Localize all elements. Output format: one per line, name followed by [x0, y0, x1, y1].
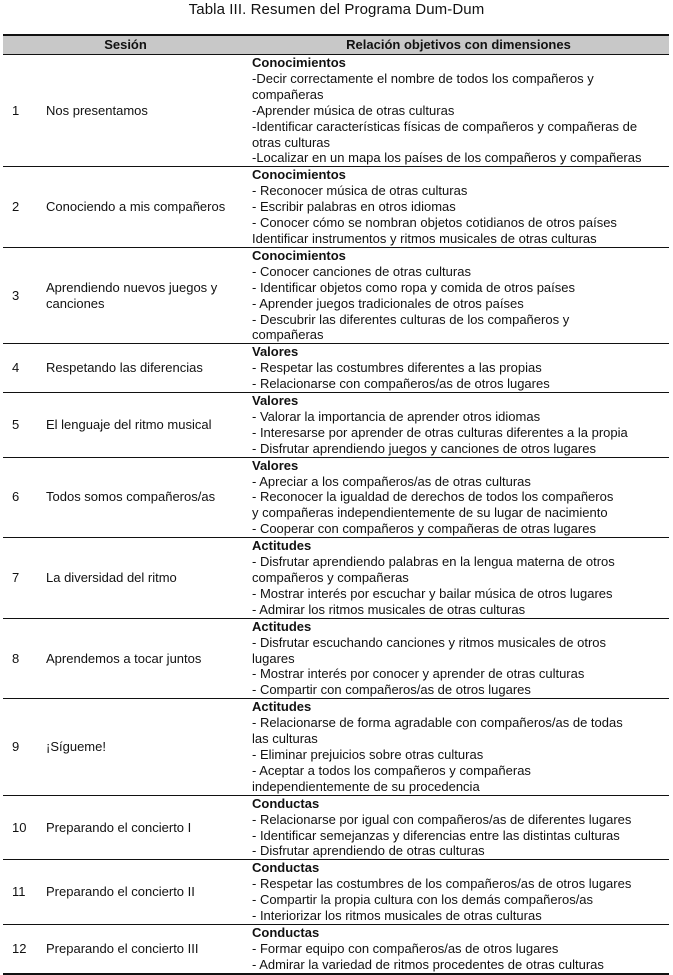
session-name: ¡Sígueme! — [42, 699, 248, 795]
dimension-label: Conocimientos — [252, 167, 346, 183]
objective-line: compañeros y compañeras — [252, 570, 409, 585]
objective-line: - Disfrutar escuchando canciones y ritmos musicales de otros — [252, 634, 607, 650]
objective-line: -Identificar características físicas de compañeros y compañeras de — [252, 118, 638, 134]
session-number: 1 — [3, 55, 42, 167]
objective-line: - Relacionarse con compañeros/as de otros lugares — [252, 376, 550, 392]
table-title: Tabla III. Resumen del Programa Dum-Dum — [188, 1, 485, 18]
objective-line: - Descubrir las diferentes culturas de los compañeros y — [252, 311, 570, 327]
objective-line: - Admirar la variedad de ritmos procedentes de otras culturas — [252, 956, 604, 972]
objective-line: -Decir correctamente el nombre de todos los compañeros y — [252, 70, 594, 86]
objective-line: lugares — [252, 650, 295, 666]
objective-line: - Compartir con compañeros/as de otros lugares — [252, 682, 531, 698]
dimension-label: Valores — [252, 457, 299, 473]
dimension-label: Conductas — [252, 795, 320, 811]
objective-line: - Aprender juegos tradicionales de otros países — [252, 295, 524, 311]
objective-line: - Apreciar a los compañeros/as de otras culturas — [252, 473, 531, 489]
objective-line: - Respetar las costumbres diferentes a las propias — [252, 360, 542, 376]
objective-line: compañeras — [252, 86, 324, 102]
objective-line: - Admirar los ritmos musicales de otras culturas — [252, 601, 526, 617]
objective-line: - Conocer cómo se nombran objetos cotidianos de otros países — [252, 215, 617, 231]
session-name: Preparando el concierto I — [42, 795, 248, 860]
session-number: 3 — [3, 247, 42, 343]
dimension-label: Actitudes — [252, 699, 312, 715]
session-number: 7 — [3, 538, 42, 619]
objectives-cell — [248, 538, 669, 619]
objective-line: - Eliminar prejuicios sobre otras culturas — [252, 746, 484, 762]
objective-line: - Respetar las costumbres de los compañeros/as de otros lugares — [252, 876, 632, 892]
table-row — [3, 924, 669, 973]
objective-line: - Compartir la propia cultura con los demás compañeros/as — [252, 892, 594, 908]
table-row — [3, 344, 669, 393]
dimension-label: Actitudes — [252, 618, 312, 634]
objective-line: - Mostrar interés por escuchar y bailar música de otros lugares — [252, 585, 613, 601]
objectives-cell — [248, 167, 669, 248]
objective-line: otras culturas — [252, 134, 331, 150]
table-body — [3, 55, 669, 974]
session-number: 11 — [3, 860, 42, 925]
session-name: Preparando el concierto III — [42, 924, 248, 973]
dimension-label: Actitudes — [252, 538, 312, 554]
session-name: Nos presentamos — [42, 55, 248, 167]
table-row — [3, 699, 669, 795]
session-name: La diversidad del ritmo — [42, 538, 248, 619]
objectives-cell — [248, 924, 669, 973]
session-name: Aprendiendo nuevos juegos y canciones — [42, 247, 248, 343]
table-row — [3, 167, 669, 248]
objective-line: independientemente de su procedencia — [252, 778, 480, 794]
objectives-cell — [248, 55, 669, 167]
objective-line: - Interiorizar los ritmos musicales de otras culturas — [252, 908, 542, 924]
session-number: 12 — [3, 924, 42, 973]
session-number: 5 — [3, 393, 42, 458]
objective-line: - Escribir palabras en otros idiomas — [252, 199, 456, 215]
objective-line: - Aceptar a todos los compañeros y compañeras — [252, 762, 531, 778]
dimension-label: Conductas — [252, 860, 320, 876]
objective-line: - Conocer canciones de otras culturas — [252, 263, 471, 279]
dimension-label: Valores — [252, 393, 299, 409]
session-number: 6 — [3, 457, 42, 538]
session-name: Conociendo a mis compañeros — [42, 167, 248, 248]
objective-line: compañeras — [252, 327, 324, 343]
objective-line: - Relacionarse por igual con compañeros/as de diferentes lugares — [252, 811, 632, 827]
table-row — [3, 618, 669, 699]
table-row — [3, 55, 669, 167]
table-row — [3, 860, 669, 925]
objective-line: -Aprender música de otras culturas — [252, 102, 455, 118]
dimension-label: Conocimientos — [252, 247, 346, 263]
table-row — [3, 538, 669, 619]
summary-table — [3, 34, 669, 975]
objective-line: - Disfrutar aprendiendo juegos y canciones de otros lugares — [252, 440, 596, 456]
table-row — [3, 393, 669, 458]
header-row — [3, 35, 669, 55]
objectives-cell — [248, 699, 669, 795]
session-name: Respetando las diferencias — [42, 344, 248, 393]
objective-line: y compañeras independientemente de su lugar de nacimiento — [252, 505, 608, 521]
objectives-cell — [248, 247, 669, 343]
objective-line: - Reconocer la igualdad de derechos de todos los compañeros — [252, 489, 614, 505]
dimension-label: Conocimientos — [252, 55, 346, 70]
session-number: 10 — [3, 795, 42, 860]
objective-line: -Localizar en un mapa los países de los compañeros y compañeras — [252, 150, 642, 166]
session-name: Todos somos compañeros/as — [42, 457, 248, 538]
objective-line: - Cooperar con compañeros y compañeras de otras lugares — [252, 521, 596, 537]
session-number: 8 — [3, 618, 42, 699]
session-number: 9 — [3, 699, 42, 795]
session-name: Preparando el concierto II — [42, 860, 248, 925]
objectives-cell — [248, 795, 669, 860]
objective-line: - Disfrutar aprendiendo palabras en la lengua materna de otros — [252, 554, 615, 570]
objective-line: - Relacionarse de forma agradable con compañeros/as de todas — [252, 715, 623, 731]
table-row — [3, 795, 669, 860]
objective-line: - Interesarse por aprender de otras culturas diferentes a la propia — [252, 424, 628, 440]
objective-line: - Identificar objetos como ropa y comida de otros países — [252, 279, 575, 295]
session-name: El lenguaje del ritmo musical — [42, 393, 248, 458]
objectives-cell — [248, 618, 669, 699]
objective-line: - Mostrar interés por conocer y aprender de otras culturas — [252, 666, 585, 682]
dimension-label: Conductas — [252, 924, 320, 940]
objectives-cell — [248, 457, 669, 538]
dimension-label: Valores — [252, 344, 299, 360]
header-relation: Relación objetivos con dimensiones — [248, 35, 669, 55]
session-number: 2 — [3, 167, 42, 248]
objectives-cell — [248, 860, 669, 925]
session-number: 4 — [3, 344, 42, 393]
header-session: Sesión — [3, 35, 248, 55]
objective-line: Identificar instrumentos y ritmos musicales de otras culturas — [252, 230, 597, 246]
objective-line: - Identificar semejanzas y diferencias entre las distintas culturas — [252, 827, 620, 843]
table-row — [3, 247, 669, 343]
objective-line: - Valorar la importancia de aprender otros idiomas — [252, 408, 541, 424]
objectives-cell — [248, 344, 669, 393]
objective-line: - Disfrutar aprendiendo de otras culturas — [252, 843, 485, 859]
objectives-cell — [248, 393, 669, 458]
table-row — [3, 457, 669, 538]
objective-line: las culturas — [252, 731, 318, 747]
session-name: Aprendemos a tocar juntos — [42, 618, 248, 699]
objective-line: - Formar equipo con compañeros/as de otros lugares — [252, 940, 559, 956]
objective-line: - Reconocer música de otras culturas — [252, 183, 468, 199]
